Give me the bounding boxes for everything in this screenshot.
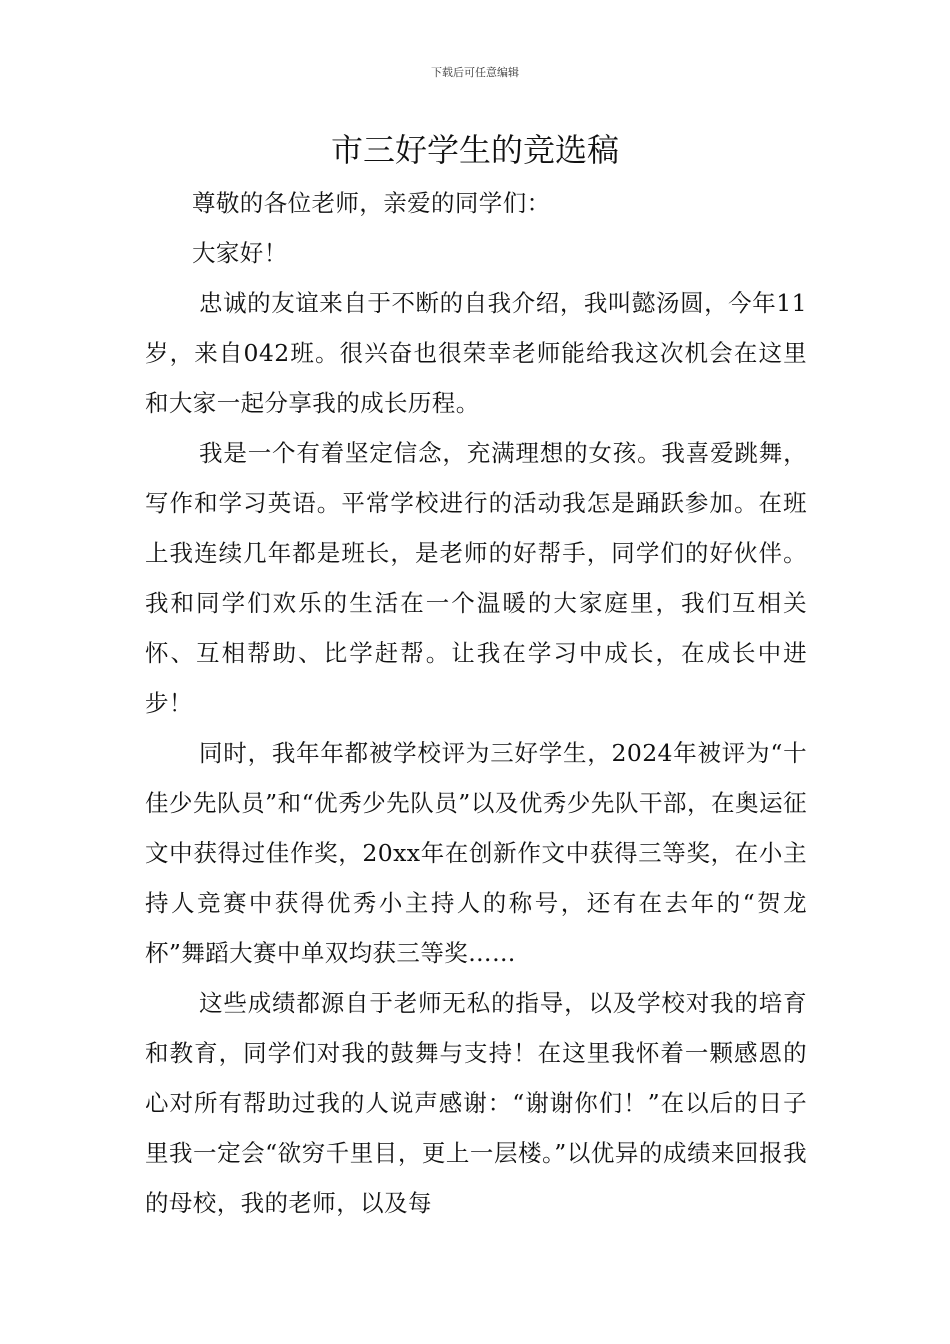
gratitude-paragraph: 这些成绩都源自于老师无私的指导，以及学校对我的培育和教育，同学们对我的鼓舞与支持！在这里我怀着一颗感恩的心对所有帮助过我的人说声感谢：“谢谢你们！”在以后的日子里我一定会“欲穷千里目，更上一层楼。”以优异的成绩来回报我的母校，我的老师，以及每 [145,989,807,1217]
document-body [145,178,807,1228]
hello-paragraph: 大家好！ [192,239,288,267]
personality-paragraph: 我是一个有着坚定信念，充满理想的女孩。我喜爱跳舞，写作和学习英语。平常学校进行的活动我怎是踊跃参加。在班上我连续几年都是班长，是老师的好帮手，同学们的好伙伴。我和同学们欢乐的生活在一个温暖的大家庭里，我们互相关怀、互相帮助、比学赶帮。让我在学习中成长，在成长中进步！ [145,439,807,717]
header-note: 下载后可任意编辑 [431,66,519,79]
achievements-paragraph: 同时，我年年都被学校评为三好学生，2024年被评为“十佳少先队员”和“优秀少先队员”以及优秀少先队干部，在奥运征文中获得过佳作奖，20xx年在创新作文中获得三等奖，在小主持人竞赛中获得优秀小主持人的称号，还有在去年的“贺龙杯”舞蹈大赛中单双均获三等奖…… [145,739,807,967]
document-title: 市三好学生的竞选稿 [330,131,619,169]
intro-paragraph: 忠诚的友谊来自于不断的自我介绍，我叫懿汤圆，今年11岁，来自042班。很兴奋也很荣幸老师能给我这次机会在这里和大家一起分享我的成长历程。 [145,289,807,417]
greeting-paragraph: 尊敬的各位老师，亲爱的同学们： [192,189,551,217]
